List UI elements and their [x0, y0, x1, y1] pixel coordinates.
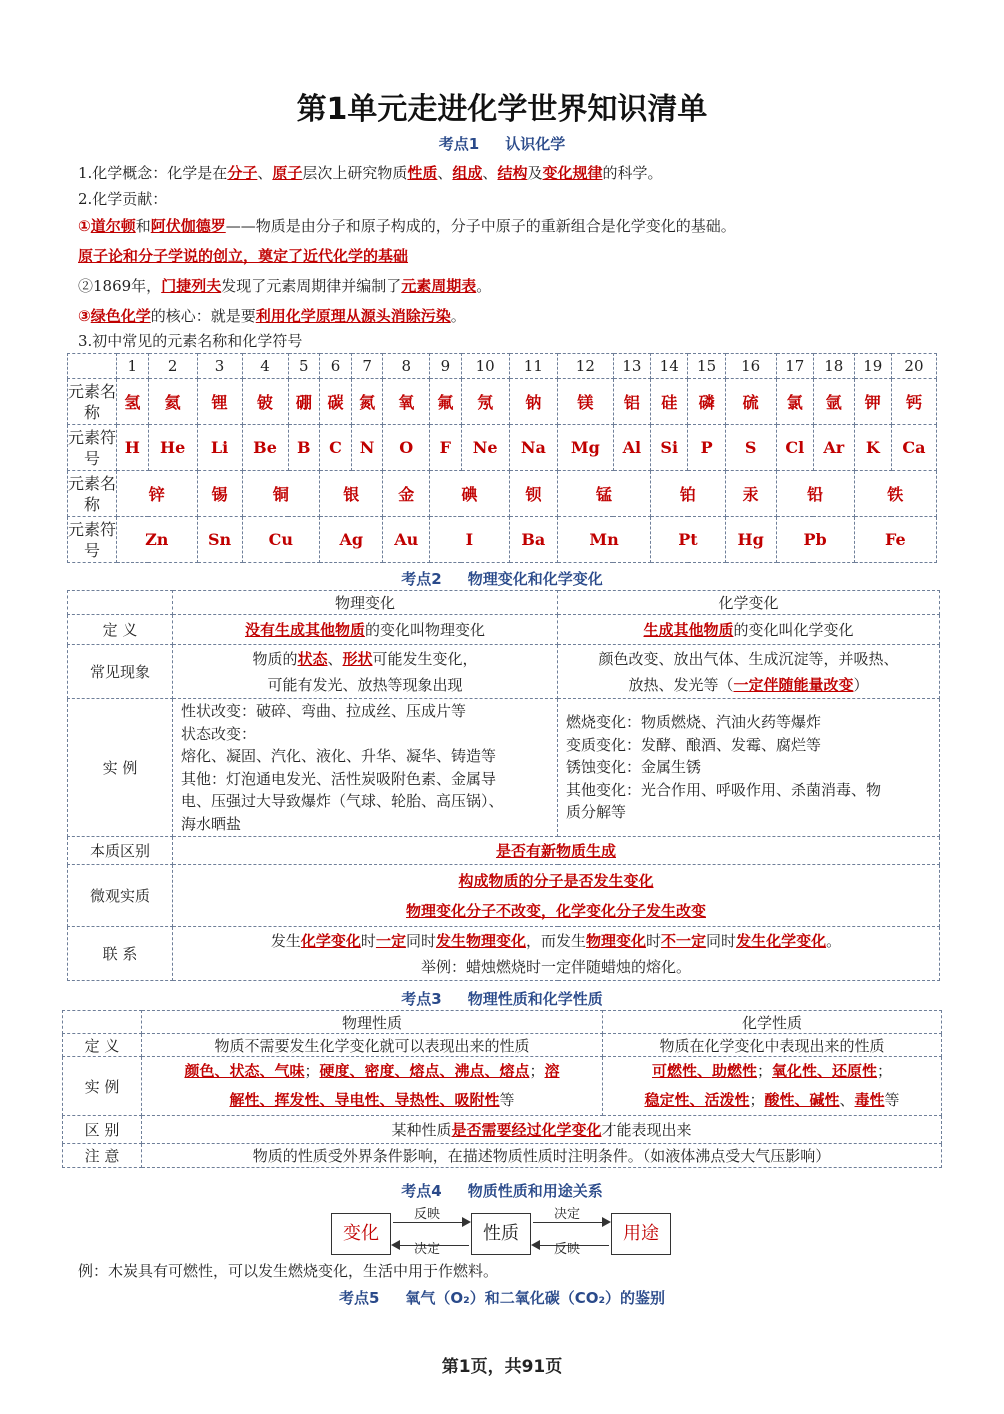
- physical-definition: [173, 615, 558, 645]
- key-term: 性质: [407, 164, 438, 182]
- text: 。: [450, 307, 466, 325]
- micro-essence: [173, 865, 940, 927]
- flow-box-use: 用途: [611, 1213, 671, 1255]
- key-term: 变化规律: [542, 164, 603, 182]
- element-symbol: Mg: [558, 425, 614, 471]
- atomic-number: 7: [351, 354, 383, 379]
- atomic-number: 12: [558, 354, 614, 379]
- atomic-number: 2: [148, 354, 197, 379]
- element-symbol: Mn: [558, 517, 651, 563]
- key-term: 一定伴随能量改变: [733, 675, 854, 694]
- element-name: 镁: [558, 379, 614, 425]
- kaodian-1-name: 认识化学: [505, 135, 566, 153]
- text: 的变化叫化学变化: [733, 621, 854, 639]
- key-term: 状态: [297, 649, 328, 668]
- atomic-number: 4: [242, 354, 288, 379]
- text: ；: [749, 1091, 765, 1109]
- table-row: [63, 1057, 942, 1116]
- element-name: 铁: [854, 471, 936, 517]
- physical-examples: [173, 699, 558, 837]
- text: 颜色改变、放出气体、生成沉淀等，并吸热、: [598, 649, 899, 668]
- element-symbol: Na: [509, 425, 557, 471]
- element-symbol: Cu: [242, 517, 320, 563]
- example-line: 变质变化：发酵、酿酒、发霉、腐烂等: [566, 735, 822, 754]
- atomic-number: 9: [430, 354, 462, 379]
- kaodian-3-heading: [0, 988, 1004, 1009]
- key-term: 道尔顿: [90, 217, 136, 235]
- text: 、: [839, 1091, 855, 1109]
- element-symbol: Ag: [320, 517, 383, 563]
- key-term: 阿伏伽德罗: [150, 217, 226, 235]
- text: 等: [884, 1091, 900, 1109]
- key-term: 没有生成其他物质: [244, 621, 365, 639]
- element-symbol: Pt: [651, 517, 726, 563]
- table-row: [68, 865, 940, 927]
- element-symbol: H: [117, 425, 149, 471]
- key-term: 门捷列夫: [161, 277, 222, 295]
- text: 层次上研究物质: [302, 164, 408, 182]
- example-line: 海水晒盐: [181, 814, 242, 833]
- example-line: 锈蚀变化：金属生锈: [566, 758, 702, 777]
- atomic-number: 15: [688, 354, 725, 379]
- atomic-number: 14: [651, 354, 688, 379]
- element-name: 铝: [613, 379, 650, 425]
- element-name: 金: [383, 471, 430, 517]
- key-term: 物理变化: [586, 931, 647, 950]
- example-line: 质分解等: [566, 803, 627, 822]
- element-name: 碳: [320, 379, 352, 425]
- table-row: [63, 1034, 942, 1057]
- text: 物质的: [252, 649, 298, 668]
- element-symbol: Al: [613, 425, 650, 471]
- essential-difference: [173, 837, 940, 865]
- chemical-phenomena: [558, 645, 940, 699]
- atomic-number: 11: [509, 354, 557, 379]
- element-symbol: I: [430, 517, 510, 563]
- physical-property-examples: [142, 1057, 603, 1116]
- kaodian-5-name: 氧气（O₂）和二氧化碳（CO₂）的鉴别: [405, 1289, 666, 1307]
- text: ③: [78, 307, 91, 325]
- atomic-number: 13: [613, 354, 650, 379]
- chemical-definition: [558, 615, 940, 645]
- row-label: 本质区别: [68, 837, 173, 865]
- table-row: [68, 379, 937, 425]
- element-symbol: Ba: [509, 517, 557, 563]
- text: 、: [257, 164, 273, 182]
- key-term: 发生物理变化: [435, 931, 526, 950]
- key-term: 发生化学变化: [736, 931, 827, 950]
- key-term: 化学变化: [300, 931, 361, 950]
- element-name: 氩: [813, 379, 854, 425]
- element-name: 铜: [242, 471, 320, 517]
- text: 的变化叫物理变化: [365, 621, 486, 639]
- text: 、: [482, 164, 498, 182]
- chemical-property-definition: 物质在化学变化中表现出来的性质: [603, 1034, 942, 1057]
- element-symbol: S: [725, 425, 776, 471]
- key-term: 构成物质的分子是否发生变化: [458, 871, 654, 890]
- chemical-property-examples: [603, 1057, 942, 1116]
- element-symbol: Zn: [117, 517, 198, 563]
- kaodian-2-name: 物理变化和化学变化: [467, 570, 603, 588]
- table-row: [68, 354, 937, 379]
- page-title: 第1单元走进化学世界知识清单: [296, 92, 708, 127]
- text: 举例：蜡烛燃烧时一定伴随蜡烛的熔化。: [420, 957, 691, 976]
- atomic-number: 1: [117, 354, 149, 379]
- key-term: 绿色化学: [90, 307, 151, 325]
- row-label: 实 例: [68, 699, 173, 837]
- key-term: 是否有新物质生成: [495, 842, 616, 860]
- example-line: 熔化、凝固、汽化、液化、升华、凝华、铸造等: [181, 747, 497, 765]
- element-symbol: Ca: [891, 425, 936, 471]
- flow-box-property: 性质: [471, 1213, 531, 1255]
- atomic-number: 20: [891, 354, 936, 379]
- key-term: 稳定性、活泼性: [644, 1091, 750, 1109]
- text: ；: [304, 1062, 320, 1080]
- element-name: 锰: [558, 471, 651, 517]
- text: 、: [327, 649, 343, 668]
- element-symbol: Cl: [776, 425, 813, 471]
- label-element-symbol: 元素符号: [68, 517, 117, 563]
- kaodian-4-heading: [0, 1180, 1004, 1201]
- atomic-number: 3: [197, 354, 242, 379]
- key-term: 一定: [375, 931, 406, 950]
- arrow-right: [533, 1222, 609, 1223]
- element-name: 铍: [242, 379, 288, 425]
- atomic-number: 6: [320, 354, 352, 379]
- text: ——物质是由分子和原子构成的，分子中原子的重新组合是化学变化的基础。: [225, 217, 736, 235]
- atomic-number: 10: [461, 354, 509, 379]
- text: 可能发生变化，: [372, 649, 478, 668]
- text: 发生: [270, 931, 301, 950]
- key-term: 不一定: [661, 931, 707, 950]
- kaodian-3-number: 考点3: [401, 990, 442, 1008]
- atomic-number: 5: [288, 354, 320, 379]
- text: 同时: [405, 931, 436, 950]
- text: 、: [437, 164, 453, 182]
- element-name: 氦: [148, 379, 197, 425]
- header-physical-property: 物理性质: [142, 1011, 603, 1034]
- chem-contribution-line: 2.化学贡献：: [78, 190, 168, 208]
- element-name: 氢: [117, 379, 149, 425]
- example-line: 其他变化：光合作用、呼吸作用、杀菌消毒、物: [566, 780, 882, 799]
- kaodian-3-name: 物理性质和化学性质: [467, 990, 603, 1008]
- text: 同时: [706, 931, 737, 950]
- kaodian-1-number: 考点1: [438, 135, 480, 153]
- header-chemical-property: 化学性质: [603, 1011, 942, 1034]
- kaodian-2-heading: [0, 568, 1004, 589]
- row-label: 注 意: [63, 1144, 142, 1168]
- text: ；: [529, 1062, 545, 1080]
- element-name: 锡: [197, 471, 242, 517]
- physical-phenomena: [173, 645, 558, 699]
- example-line: 性状改变：破碎、弯曲、拉成丝、压成片等: [181, 702, 467, 720]
- example-line: 其他：灯泡通电发光、活性炭吸附色素、金属导: [181, 769, 497, 788]
- element-symbol: Ne: [461, 425, 509, 471]
- property-note: 物质的性质受外界条件影响，在描述物质性质时注明条件。（如液体沸点受大气压影响）: [142, 1144, 942, 1168]
- element-symbol: Sn: [197, 517, 242, 563]
- element-symbol: K: [854, 425, 891, 471]
- key-term: 结构: [497, 164, 528, 182]
- flow-label: 反映: [554, 1242, 581, 1257]
- property-table: [62, 1010, 942, 1168]
- text: ）: [853, 675, 869, 694]
- property-difference: [142, 1116, 942, 1144]
- kaodian-5-number: 考点5: [338, 1289, 380, 1307]
- blank-cell: [63, 1011, 142, 1034]
- text: 和: [135, 217, 151, 235]
- green-chem-line: [78, 305, 466, 326]
- key-term: 物理变化分子不改变，化学变化分子发生改变: [405, 901, 706, 920]
- key-term: 可燃性、助燃性: [651, 1062, 757, 1080]
- row-label: 定 义: [68, 615, 173, 645]
- text: 时: [646, 931, 662, 950]
- flow-label: 决定: [554, 1207, 581, 1222]
- row-label: 微观实质: [68, 865, 173, 927]
- key-term: 酸性、碱性: [764, 1091, 840, 1109]
- text: 放热、发光等（: [628, 675, 734, 694]
- flow-box-change: 变化: [331, 1213, 391, 1255]
- element-symbol: Au: [383, 517, 430, 563]
- kaodian-1-heading: [0, 133, 1004, 154]
- atomic-number: 8: [383, 354, 430, 379]
- element-name: 铅: [776, 471, 854, 517]
- element-table: [67, 353, 937, 563]
- text: ①: [78, 217, 91, 235]
- element-name: 铂: [651, 471, 726, 517]
- text: 的科学。: [602, 164, 663, 182]
- element-name: 氖: [461, 379, 509, 425]
- element-symbol: P: [688, 425, 725, 471]
- key-term: 生成其他物质: [643, 621, 734, 639]
- key-term: 是否需要经过化学变化: [451, 1121, 602, 1139]
- key-term: 解性、挥发性、导电性、导热性、吸附性: [229, 1091, 500, 1109]
- row-label: 实 例: [63, 1057, 142, 1116]
- element-symbol: Si: [651, 425, 688, 471]
- page-footer: 第1页，共91页: [441, 1357, 563, 1377]
- text: 1.化学概念：化学是在: [78, 164, 228, 182]
- row-label: 区 别: [63, 1116, 142, 1144]
- kaodian-5-heading: [0, 1287, 1004, 1308]
- element-name: 氮: [351, 379, 383, 425]
- text: 时: [360, 931, 376, 950]
- key-term: 毒性: [854, 1091, 885, 1109]
- blank-cell: [68, 354, 117, 379]
- element-symbol: N: [351, 425, 383, 471]
- table-row: [68, 645, 940, 699]
- chem-concept-line: [78, 162, 663, 183]
- element-name: 磷: [688, 379, 725, 425]
- header-physical-change: 物理变化: [173, 591, 558, 615]
- blank-cell: [68, 591, 173, 615]
- key-term: 原子论和分子学说的创立，奠定了近代化学的基础: [78, 247, 409, 265]
- table-row: [68, 517, 937, 563]
- text: 。: [826, 931, 842, 950]
- key-term: 形状: [342, 649, 373, 668]
- text: ；: [877, 1062, 893, 1080]
- text: ；: [756, 1062, 772, 1080]
- example-line: 例：木炭具有可燃性，可以发生燃烧变化，生活中用于作燃料。: [78, 1262, 499, 1280]
- element-name: 硼: [288, 379, 320, 425]
- change-table: [67, 590, 940, 981]
- key-term: 利用化学原理从源头消除污染: [255, 307, 451, 325]
- atomic-number: 16: [725, 354, 776, 379]
- label-element-symbol: 元素符号: [68, 425, 117, 471]
- element-name: 氧: [383, 379, 430, 425]
- element-symbol: Pb: [776, 517, 854, 563]
- row-label: 联 系: [68, 927, 173, 981]
- table-row: [68, 927, 940, 981]
- text: ，而发生: [525, 931, 586, 950]
- text: 的核心：就是要: [150, 307, 256, 325]
- atomic-number: 17: [776, 354, 813, 379]
- element-name: 钙: [891, 379, 936, 425]
- atomic-theory-line: [78, 245, 408, 266]
- element-symbol: B: [288, 425, 320, 471]
- label-element-name: 元素名称: [68, 379, 117, 425]
- table-row: [68, 471, 937, 517]
- row-label: 定 义: [63, 1034, 142, 1057]
- physical-property-definition: 物质不需要发生化学变化就可以表现出来的性质: [142, 1034, 603, 1057]
- key-term: 组成: [452, 164, 483, 182]
- key-term: 元素周期表: [401, 277, 477, 295]
- element-symbol: Be: [242, 425, 288, 471]
- header-chemical-change: 化学变化: [558, 591, 940, 615]
- element-symbol: He: [148, 425, 197, 471]
- example-line: 燃烧变化：物质燃烧、汽油火药等爆炸: [566, 713, 822, 732]
- table-row: [63, 1116, 942, 1144]
- element-name: 钡: [509, 471, 557, 517]
- table-row: [68, 425, 937, 471]
- element-symbol: O: [383, 425, 430, 471]
- arrow-right: [393, 1222, 469, 1223]
- key-term: 氧化性、还原性: [772, 1062, 878, 1080]
- element-symbol: Ar: [813, 425, 854, 471]
- label-element-name: 元素名称: [68, 471, 117, 517]
- table-row: [68, 699, 940, 837]
- table-row: [63, 1144, 942, 1168]
- element-symbol: C: [320, 425, 352, 471]
- dalton-line: [78, 215, 736, 236]
- element-symbol: F: [430, 425, 462, 471]
- kaodian-2-number: 考点2: [401, 570, 442, 588]
- text: 及: [527, 164, 543, 182]
- table-row: [63, 1011, 942, 1034]
- key-term: 颜色、状态、气味: [184, 1062, 305, 1080]
- atomic-number: 18: [813, 354, 854, 379]
- element-name: 汞: [725, 471, 776, 517]
- table-row: [68, 615, 940, 645]
- text: 发现了元素周期律并编制了: [221, 277, 402, 295]
- text: 可能有发光、放热等现象出现: [267, 675, 463, 694]
- element-name: 锌: [117, 471, 198, 517]
- element-name: 硅: [651, 379, 688, 425]
- example-line: 电、压强过大导致爆炸（气球、轮胎、高压锅）、: [181, 792, 504, 810]
- text: 才能表现出来: [601, 1121, 692, 1139]
- element-intro-line: 3.初中常见的元素名称和化学符号: [78, 332, 303, 350]
- row-label: 常见现象: [68, 645, 173, 699]
- relationship: [173, 927, 940, 981]
- element-symbol: Li: [197, 425, 242, 471]
- element-symbol: Hg: [725, 517, 776, 563]
- kaodian-4-name: 物质性质和用途关系: [467, 1182, 603, 1200]
- key-term: 溶: [544, 1062, 560, 1080]
- key-term: 分子: [227, 164, 258, 182]
- text: 。: [476, 277, 492, 295]
- element-name: 银: [320, 471, 383, 517]
- table-row: [68, 591, 940, 615]
- element-name: 氯: [776, 379, 813, 425]
- table-row: [68, 837, 940, 865]
- chemical-examples: [558, 699, 940, 837]
- element-name: 钠: [509, 379, 557, 425]
- text: 某种性质: [391, 1121, 452, 1139]
- key-term: 原子: [272, 164, 303, 182]
- atomic-number: 19: [854, 354, 891, 379]
- element-name: 钾: [854, 379, 891, 425]
- mendeleev-line: [78, 275, 491, 296]
- text: 等: [499, 1091, 515, 1109]
- text: ②1869年，: [78, 277, 162, 295]
- flow-label: 反映: [414, 1207, 441, 1222]
- element-symbol: Fe: [854, 517, 936, 563]
- element-name: 碘: [430, 471, 510, 517]
- element-name: 锂: [197, 379, 242, 425]
- element-name: 硫: [725, 379, 776, 425]
- flow-label: 决定: [414, 1242, 441, 1257]
- kaodian-4-number: 考点4: [401, 1182, 442, 1200]
- element-name: 氟: [430, 379, 462, 425]
- key-term: 硬度、密度、熔点、沸点、熔点: [319, 1062, 530, 1080]
- example-line: 状态改变：: [181, 724, 257, 743]
